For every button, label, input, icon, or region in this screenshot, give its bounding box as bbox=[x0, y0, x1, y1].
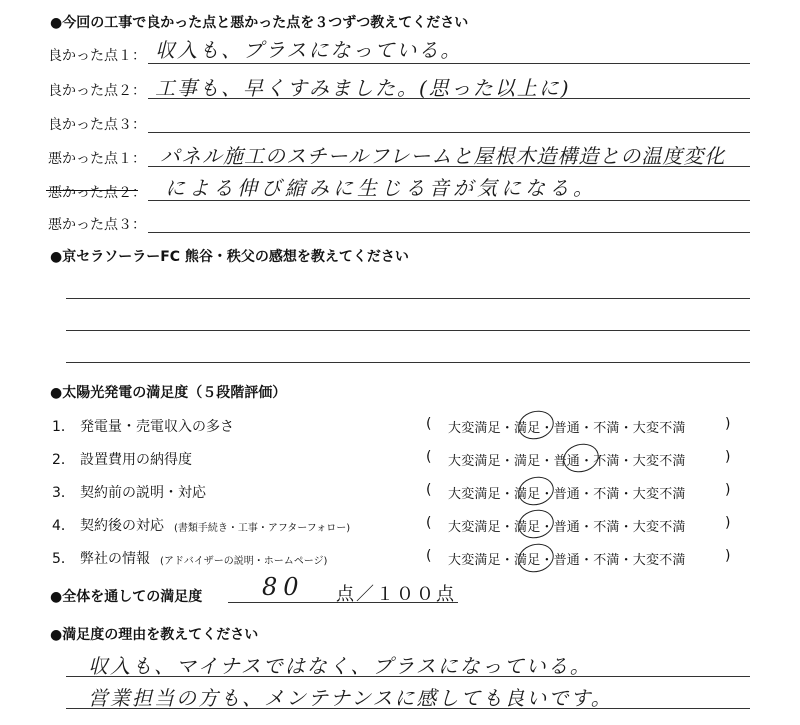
good-point-2-answer[interactable]: 工事も、早くすみました。(思った以上に) bbox=[155, 76, 571, 100]
impression-line-1[interactable] bbox=[66, 298, 750, 299]
impression-line-3[interactable] bbox=[66, 362, 750, 363]
good-point-1-line bbox=[148, 63, 750, 64]
overall-satisfaction-label: ●全体を通しての満足度 bbox=[50, 589, 203, 605]
bad-point-2-strikeout bbox=[46, 190, 138, 191]
rating-4-number: 4． bbox=[52, 518, 75, 534]
rating-1-options[interactable]: 大変満足・満足・普通・不満・大変不満 bbox=[448, 421, 686, 436]
rating-2-label: 設置費用の納得度 bbox=[80, 452, 192, 468]
rating-5-options[interactable]: 大変満足・満足・普通・不満・大変不満 bbox=[448, 553, 686, 568]
rating-5-close-paren: ) bbox=[725, 548, 731, 564]
bad-point-1-label: 悪かった点１： bbox=[48, 151, 146, 167]
rating-2-number: 2． bbox=[52, 452, 75, 468]
rating-4-open-paren: ( bbox=[426, 515, 432, 531]
rating-5-selected-circle bbox=[515, 540, 557, 576]
rating-1-selected-circle bbox=[515, 407, 557, 443]
rating-2-close-paren: ) bbox=[725, 449, 731, 465]
rating-5-label: 弊社の情報 bbox=[80, 551, 150, 567]
good-point-3-label: 良かった点３： bbox=[48, 117, 146, 133]
rating-3-close-paren: ) bbox=[725, 482, 731, 498]
rating-5-sublabel: (アドバイザーの説明・ホームページ) bbox=[160, 556, 328, 567]
good-point-3-line bbox=[148, 132, 750, 133]
good-point-2-label: 良かった点２： bbox=[48, 83, 146, 99]
good-point-1-answer[interactable]: 収入も、プラスになっている。 bbox=[155, 38, 463, 62]
rating-2-selected-circle bbox=[560, 440, 602, 476]
section2-heading: ●京セラソーラーFC 熊谷・秩父の感想を教えてください bbox=[50, 249, 409, 265]
section5-heading: ●満足度の理由を教えてください bbox=[50, 627, 259, 643]
reason-answer-2[interactable]: 営業担当の方も、メンテナンスに感しても良いです。 bbox=[88, 686, 613, 710]
rating-3-selected-circle bbox=[515, 473, 557, 509]
bad-point-2-label: 悪かった点２： bbox=[48, 185, 146, 201]
rating-1-open-paren: ( bbox=[426, 416, 432, 432]
overall-score-suffix: 点／１００点 bbox=[336, 584, 456, 605]
rating-4-close-paren: ) bbox=[725, 515, 731, 531]
rating-3-label: 契約前の説明・対応 bbox=[80, 485, 206, 501]
good-point-1-label: 良かった点１： bbox=[48, 48, 146, 64]
rating-1-label: 発電量・売電収入の多さ bbox=[80, 419, 234, 435]
rating-5-number: 5． bbox=[52, 551, 75, 567]
overall-score-value[interactable]: 80 bbox=[262, 573, 305, 601]
rating-1-close-paren: ) bbox=[725, 416, 731, 432]
impression-line-2[interactable] bbox=[66, 330, 750, 331]
section3-heading: ●太陽光発電の満足度（５段階評価） bbox=[50, 385, 287, 401]
rating-4-selected-circle bbox=[515, 506, 557, 542]
rating-3-options[interactable]: 大変満足・満足・普通・不満・大変不満 bbox=[448, 487, 686, 502]
bad-point-2-answer[interactable]: による伸び縮みに生じる音が気になる。 bbox=[165, 176, 597, 200]
rating-4-options[interactable]: 大変満足・満足・普通・不満・大変不満 bbox=[448, 520, 686, 535]
rating-1-number: 1． bbox=[52, 419, 75, 435]
rating-3-number: 3． bbox=[52, 485, 75, 501]
reason-answer-1[interactable]: 収入も、マイナスではなく、プラスになっている。 bbox=[88, 654, 592, 678]
rating-2-open-paren: ( bbox=[426, 449, 432, 465]
rating-4-sublabel: (書類手続き・工事・アフターフォロー) bbox=[174, 523, 351, 534]
section1-heading: ●今回の工事で良かった点と悪かった点を３つずつ教えてください bbox=[50, 15, 469, 31]
bad-point-1-answer[interactable]: パネル施工のスチールフレームと屋根木造構造との温度変化 bbox=[160, 144, 726, 168]
rating-2-options[interactable]: 大変満足・満足・普通・不満・大変不満 bbox=[448, 454, 686, 469]
bad-point-3-label: 悪かった点３： bbox=[48, 217, 146, 233]
rating-3-open-paren: ( bbox=[426, 482, 432, 498]
rating-4-label: 契約後の対応 bbox=[80, 518, 164, 534]
rating-5-open-paren: ( bbox=[426, 548, 432, 564]
bad-point-3-line bbox=[148, 232, 750, 233]
